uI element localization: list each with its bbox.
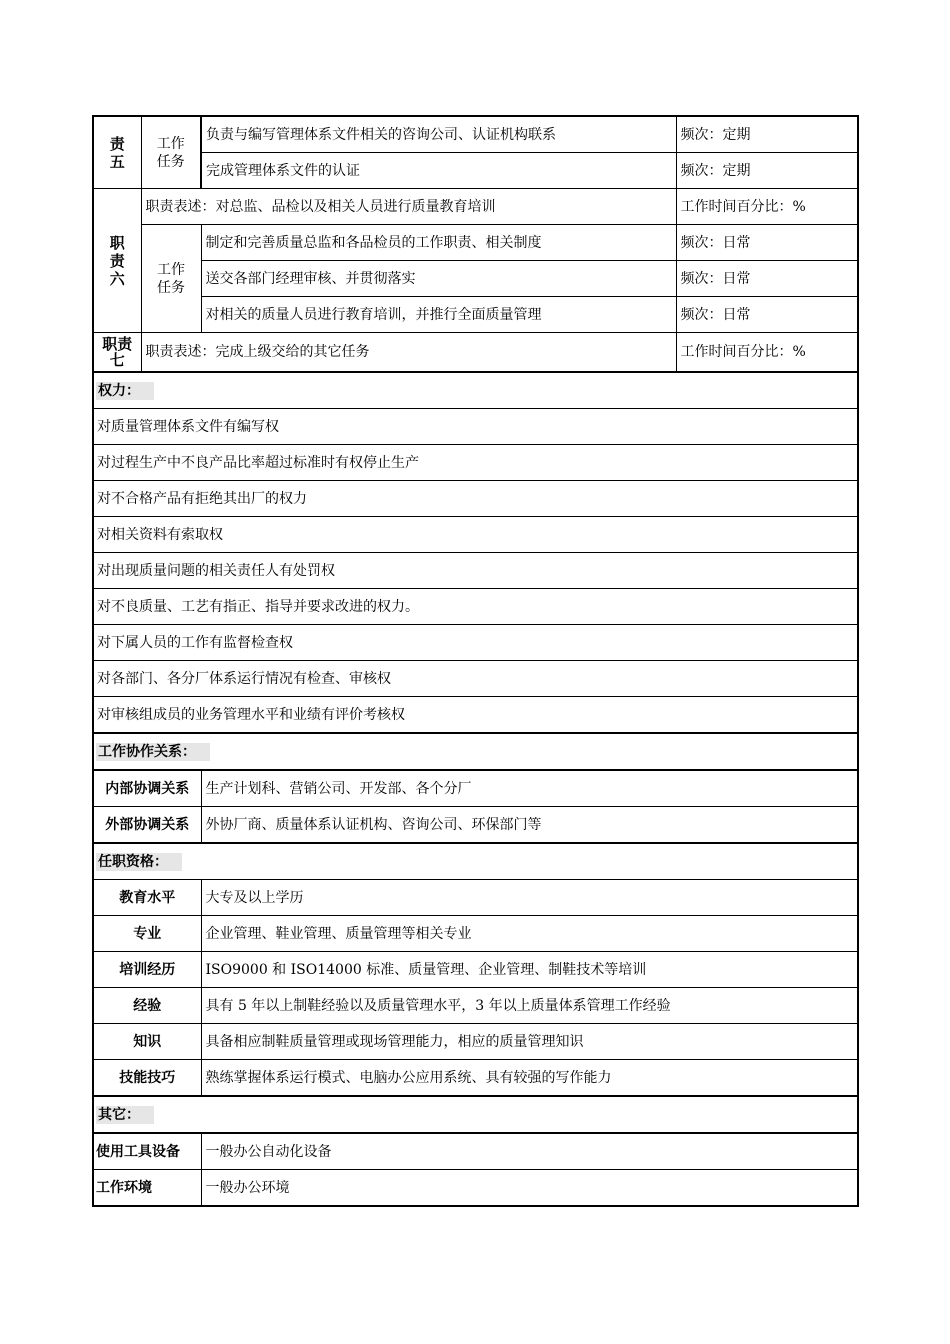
duty6-task-1: 制定和完善质量总监和各品检员的工作职责、相关制度 [201, 225, 676, 261]
duty6-task-2: 送交各部门经理审核、并贯彻落实 [201, 261, 676, 297]
authority-item-6: 对不良质量、工艺有指正、指导并要求改进的权力。 [93, 589, 858, 625]
tools-value: 一般办公自动化设备 [201, 1133, 858, 1170]
education-label: 教育水平 [93, 880, 201, 916]
qualification-row [93, 880, 858, 916]
internal-coordination-label: 内部协调关系 [93, 770, 201, 807]
education-value: 大专及以上学历 [201, 880, 858, 916]
other-title: 其它： [96, 1106, 154, 1124]
duty7-statement: 职责表述：完成上级交给的其它任务 [141, 333, 676, 373]
cooperation-title: 工作协作关系： [96, 743, 210, 761]
qualification-row [93, 916, 858, 952]
duty6-label: 职责六 [93, 189, 141, 333]
knowledge-value: 具备相应制鞋质量管理或现场管理能力，相应的质量管理知识 [201, 1024, 858, 1060]
authority-row [93, 481, 858, 517]
cooperation-header-row [93, 733, 858, 770]
authority-row [93, 445, 858, 481]
authority-item-5: 对出现质量问题的相关责任人有处罚权 [93, 553, 858, 589]
training-label: 培训经历 [93, 952, 201, 988]
qualifications-title: 任职资格： [96, 853, 182, 871]
experience-value: 具有 5 年以上制鞋经验以及质量管理水平，3 年以上质量体系管理工作经验 [201, 988, 858, 1024]
duty6-row-2 [93, 261, 858, 297]
authority-item-9: 对审核组成员的业务管理水平和业绩有评价考核权 [93, 697, 858, 734]
authority-item-7: 对下属人员的工作有监督检查权 [93, 625, 858, 661]
authority-item-1: 对质量管理体系文件有编写权 [93, 409, 858, 445]
job-description-document [92, 115, 857, 1207]
duty5-freq-2: 频次：定期 [676, 153, 858, 189]
duty6-task-label: 工作任务 [141, 225, 201, 333]
authority-row [93, 517, 858, 553]
training-value: ISO9000 和 ISO14000 标准、质量管理、企业管理、制鞋技术等培训 [201, 952, 858, 988]
duty6-statement-row [93, 189, 858, 225]
qualification-row [93, 1060, 858, 1097]
internal-coordination-value: 生产计划科、营销公司、开发部、各个分厂 [201, 770, 858, 807]
authority-row [93, 697, 858, 734]
authority-row [93, 625, 858, 661]
duty5-task-2: 完成管理体系文件的认证 [201, 153, 676, 189]
external-coordination-value: 外协厂商、质量体系认证机构、咨询公司、环保部门等 [201, 807, 858, 844]
qualifications-header-row [93, 843, 858, 880]
authority-row [93, 553, 858, 589]
authority-item-3: 对不合格产品有拒绝其出厂的权力 [93, 481, 858, 517]
duty6-row-3 [93, 297, 858, 333]
duty5-task-1: 负责与编写管理体系文件相关的咨询公司、认证机构联系 [201, 116, 676, 153]
authority-row [93, 409, 858, 445]
authority-row [93, 661, 858, 697]
authority-item-4: 对相关资料有索取权 [93, 517, 858, 553]
external-coordination-label: 外部协调关系 [93, 807, 201, 844]
authority-row [93, 589, 858, 625]
major-label: 专业 [93, 916, 201, 952]
tools-label: 使用工具设备 [93, 1133, 201, 1170]
experience-label: 经验 [93, 988, 201, 1024]
qualification-row [93, 1024, 858, 1060]
duty7-row [93, 333, 858, 373]
duty5-label: 责五 [93, 116, 141, 189]
duty5-row-1 [93, 116, 858, 153]
authority-title: 权力： [96, 382, 154, 400]
skills-value: 熟练掌握体系运行模式、电脑办公应用系统、具有较强的写作能力 [201, 1060, 858, 1097]
qualification-row [93, 952, 858, 988]
other-header-row [93, 1096, 858, 1133]
duty6-freq-1: 频次：日常 [676, 225, 858, 261]
tools-row [93, 1133, 858, 1170]
duty5-freq-1: 频次：定期 [676, 116, 858, 153]
knowledge-label: 知识 [93, 1024, 201, 1060]
job-description-table [92, 115, 859, 1207]
external-coordination-row [93, 807, 858, 844]
duty5-task-label: 工作任务 [141, 116, 201, 189]
environment-label: 工作环境 [93, 1170, 201, 1207]
authority-item-8: 对各部门、各分厂体系运行情况有检查、审核权 [93, 661, 858, 697]
duty7-time-percent: 工作时间百分比：% [676, 333, 858, 373]
duty6-freq-2: 频次：日常 [676, 261, 858, 297]
duty6-row-1 [93, 225, 858, 261]
skills-label: 技能技巧 [93, 1060, 201, 1097]
internal-coordination-row [93, 770, 858, 807]
qualification-row [93, 988, 858, 1024]
authority-header-row [93, 372, 858, 409]
authority-item-2: 对过程生产中不良产品比率超过标准时有权停止生产 [93, 445, 858, 481]
major-value: 企业管理、鞋业管理、质量管理等相关专业 [201, 916, 858, 952]
duty6-task-3: 对相关的质量人员进行教育培训，并推行全面质量管理 [201, 297, 676, 333]
duty6-statement: 职责表述：对总监、品检以及相关人员进行质量教育培训 [141, 189, 676, 225]
environment-row [93, 1170, 858, 1207]
duty6-time-percent: 工作时间百分比：% [676, 189, 858, 225]
duty7-label: 职责七 [93, 333, 141, 373]
duty6-freq-3: 频次：日常 [676, 297, 858, 333]
duty5-row-2 [93, 153, 858, 189]
environment-value: 一般办公环境 [201, 1170, 858, 1207]
